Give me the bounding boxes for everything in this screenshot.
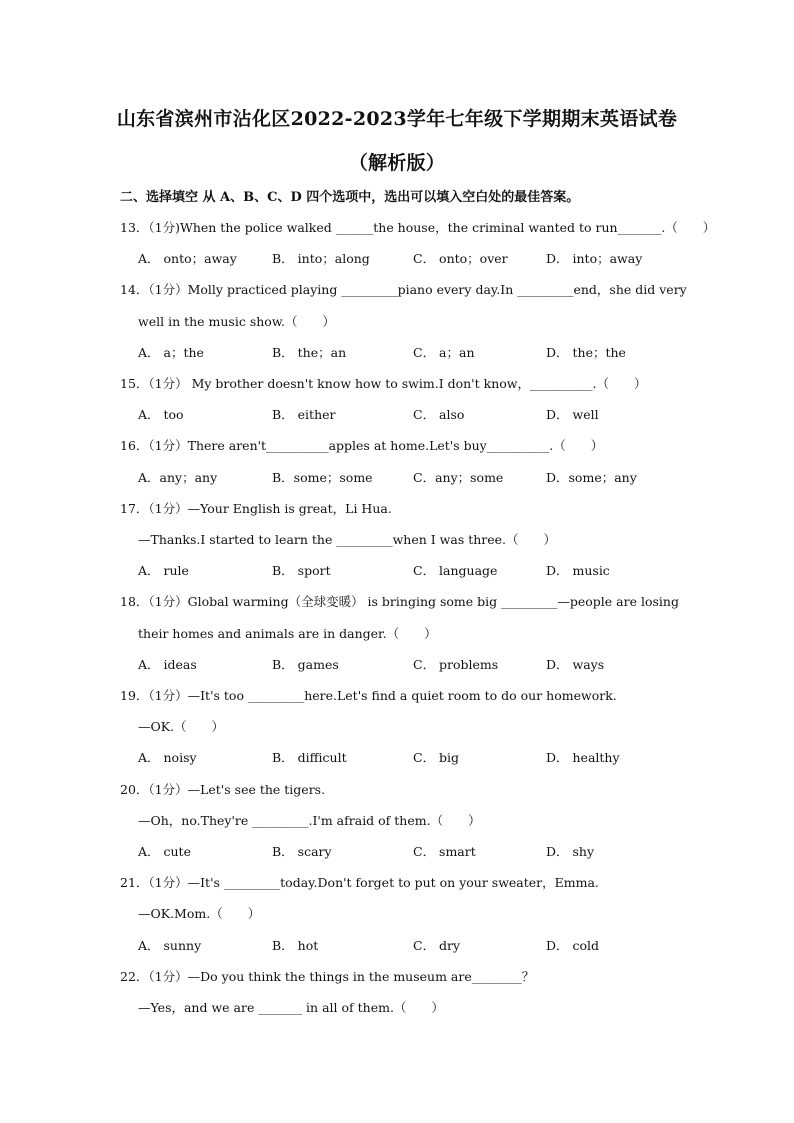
question-stem: 17．（1分）—Your English is great，Li Hua. bbox=[120, 500, 392, 516]
answer-option: B． difficult bbox=[272, 750, 347, 766]
answer-option: C． smart bbox=[413, 844, 476, 859]
answer-option: C． big bbox=[413, 750, 460, 766]
answer-options bbox=[138, 842, 698, 860]
question-continuation: well in the music show.（ ） bbox=[138, 313, 336, 329]
answer-option: B． sport bbox=[272, 563, 331, 579]
answer-options bbox=[138, 343, 698, 361]
answer-options bbox=[138, 748, 698, 766]
answer-option: A． noisy bbox=[138, 750, 197, 766]
answer-option: B． the；an bbox=[272, 344, 347, 360]
question-stem: 19．（1分）—It's too _________here.Let's find a quiet room to do our homework. bbox=[120, 688, 617, 703]
answer-option: B． scary bbox=[272, 844, 332, 859]
question-stem: 22．（1分）—Do you think the things in the museum are________？ bbox=[120, 968, 535, 984]
answer-option: C． problems bbox=[413, 656, 499, 672]
question-continuation: —Yes，and we are _______ in all of them.（ ） bbox=[138, 1000, 444, 1015]
answer-option: C． onto；over bbox=[413, 251, 508, 267]
answer-option: C． a；an bbox=[413, 344, 475, 360]
answer-option: D． ways bbox=[546, 656, 605, 672]
question-continuation: their homes and animals are in danger.（ ） bbox=[138, 625, 437, 641]
answer-option: D． cold bbox=[546, 937, 600, 953]
answer-option: D．some；any bbox=[546, 469, 637, 485]
answer-option: A．any；any bbox=[138, 469, 218, 485]
exam-title: 山东省滨州市沾化区2022-2023学年七年级下学期期末英语试卷 bbox=[116, 108, 678, 130]
answer-option: C．any；some bbox=[413, 469, 504, 485]
answer-option: D． healthy bbox=[546, 750, 620, 766]
answer-option: A． rule bbox=[138, 563, 189, 579]
answer-option: D． well bbox=[546, 407, 599, 423]
answer-options bbox=[138, 655, 698, 673]
question-stem: 13．（1分)When the police walked ______the house，the criminal wanted to run_______.（ ） bbox=[120, 220, 716, 235]
answer-option: C． also bbox=[413, 407, 465, 423]
answer-option: C． language bbox=[413, 563, 498, 579]
answer-option: A． too bbox=[138, 407, 184, 423]
answer-option: A． a；the bbox=[138, 344, 204, 360]
answer-option: B． either bbox=[272, 407, 336, 423]
answer-option: B． into；along bbox=[272, 251, 370, 267]
answer-option: D． music bbox=[546, 563, 610, 579]
answer-option: B．some；some bbox=[272, 469, 373, 485]
answer-options bbox=[138, 405, 698, 423]
question-continuation: —OK.Mom.（ ） bbox=[138, 906, 261, 922]
answer-option: D． into；away bbox=[546, 251, 643, 267]
answer-option: D． shy bbox=[546, 844, 595, 859]
answer-options bbox=[138, 468, 698, 486]
answer-option: A． cute bbox=[138, 844, 191, 859]
question-stem: 15．（1分） My brother doesn't know how to swim.I don't know，__________.（ ） bbox=[120, 376, 647, 391]
question-continuation: —OK.（ ） bbox=[138, 719, 225, 735]
question-continuation: —Thanks.I started to learn the _________when I was three.（ ） bbox=[138, 532, 557, 547]
question-stem: 20．（1分）—Let's see the tigers. bbox=[120, 781, 326, 797]
answer-options bbox=[138, 561, 698, 579]
question-stem: 14．（1分）Molly practiced playing _________piano every day.In _________end，she did very bbox=[120, 282, 687, 298]
answer-option: A． ideas bbox=[138, 656, 197, 672]
answer-option: A． onto；away bbox=[138, 251, 237, 267]
answer-option: B． hot bbox=[272, 937, 319, 953]
answer-options bbox=[138, 936, 698, 954]
answer-option: C． dry bbox=[413, 937, 461, 953]
answer-option: B． games bbox=[272, 656, 339, 672]
section-heading: 二、选择填空 从 A、B、C、D 四个选项中，选出可以填入空白处的最佳答案。 bbox=[120, 190, 580, 205]
answer-option: D． the；the bbox=[546, 344, 626, 360]
question-stem: 16．（1分）There aren't__________apples at home.Let's buy__________.（ ） bbox=[120, 438, 604, 454]
exam-subtitle: （解析版） bbox=[348, 152, 446, 174]
answer-option: A． sunny bbox=[138, 937, 202, 953]
answer-options bbox=[138, 249, 698, 267]
question-continuation: —Oh，no.They're _________.I'm afraid of them.（ ） bbox=[138, 812, 481, 828]
question-stem: 21．（1分）—It's _________today.Don't forget to put on your sweater，Emma. bbox=[120, 875, 599, 891]
question-stem: 18．（1分）Global warming（全球变暖） is bringing some big _________—people are losing bbox=[120, 594, 679, 610]
